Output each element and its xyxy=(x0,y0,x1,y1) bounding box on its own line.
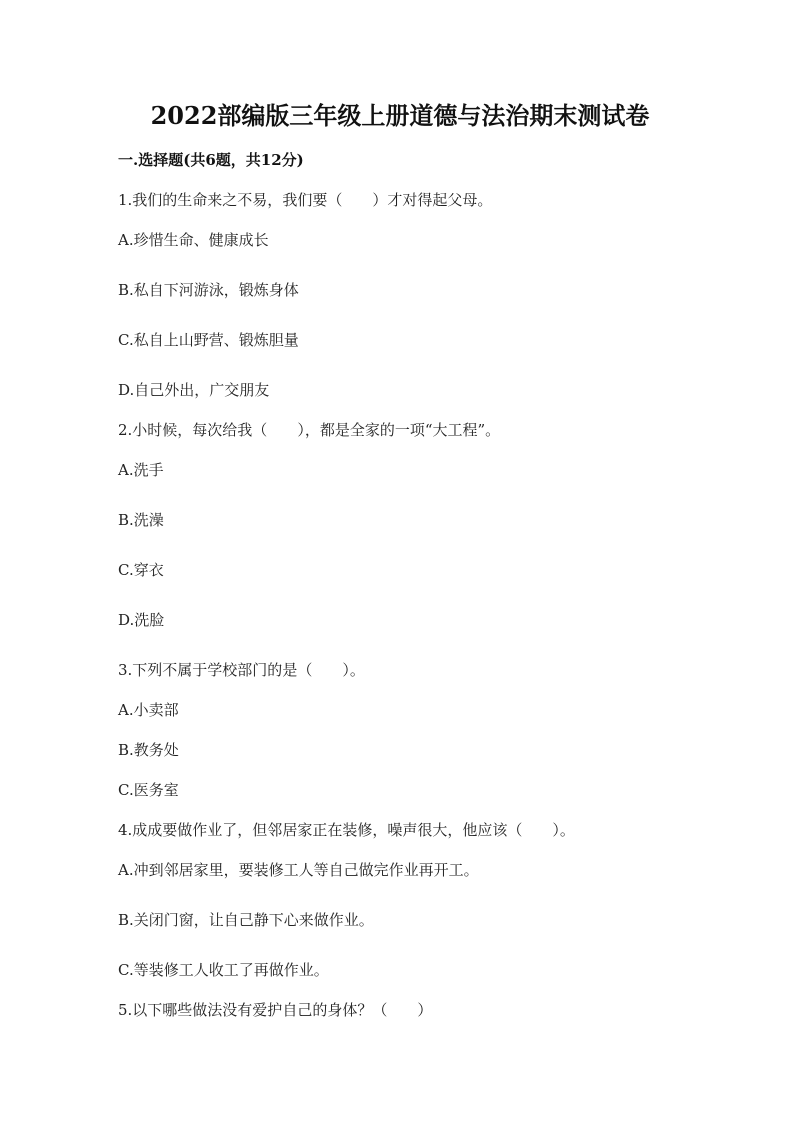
question-4-option-b: B.关闭门窗，让自己静下心来做作业。 xyxy=(118,911,374,929)
question-1-option-c: C.私自上山野营、锻炼胆量 xyxy=(118,331,299,349)
question-3-option-b: B.教务处 xyxy=(118,741,179,759)
question-4-option-a: A.冲到邻居家里，要装修工人等自己做完作业再开工。 xyxy=(118,861,479,879)
question-1-option-a: A.珍惜生命、健康成长 xyxy=(118,231,269,249)
question-3-option-c: C.医务室 xyxy=(118,781,179,799)
question-3-stem: 3.下列不属于学校部门的是（ ）。 xyxy=(118,661,365,679)
question-1-option-b: B.私自下河游泳，锻炼身体 xyxy=(118,281,299,299)
question-1-option-d: D.自己外出，广交朋友 xyxy=(118,381,270,399)
question-1-stem: 1.我们的生命来之不易，我们要（ ）才对得起父母。 xyxy=(118,191,493,209)
question-2-stem: 2.小时候，每次给我（ ），都是全家的一项“大工程”。 xyxy=(118,421,501,439)
question-2-option-c: C.穿衣 xyxy=(118,561,164,579)
section-heading: 一.选择题(共6题，共12分) xyxy=(118,151,304,169)
page-title: 2022部编版三年级上册道德与法治期末测试卷 xyxy=(150,101,650,130)
question-4-stem: 4.成成要做作业了，但邻居家正在装修，噪声很大，他应该（ ）。 xyxy=(118,821,575,839)
question-5-stem: 5.以下哪些做法没有爱护自己的身体？（ ） xyxy=(118,1001,433,1019)
question-3-option-a: A.小卖部 xyxy=(118,701,179,719)
question-2-option-a: A.洗手 xyxy=(118,461,164,479)
question-4-option-c: C.等装修工人收工了再做作业。 xyxy=(118,961,329,979)
question-2-option-d: D.洗脸 xyxy=(118,611,165,629)
question-2-option-b: B.洗澡 xyxy=(118,511,164,529)
